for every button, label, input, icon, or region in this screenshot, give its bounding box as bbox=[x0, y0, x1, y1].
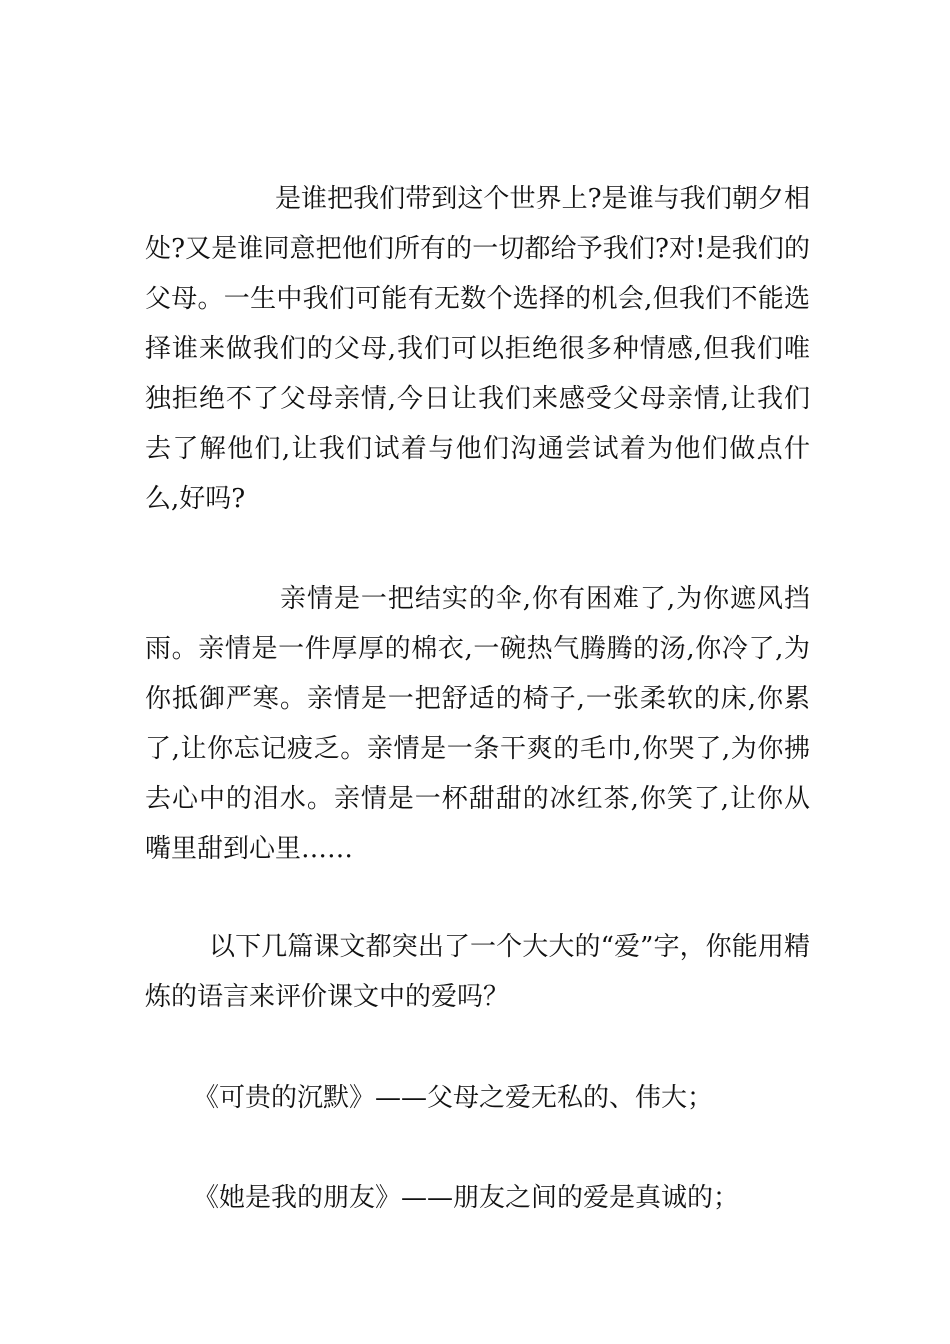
paragraph-parents-intro: 是谁把我们带到这个世界上?是谁与我们朝夕相处?又是谁同意把他们所有的一切都给予我们?对!是我们的父母。一生中我们可能有无数个选择的机会,但我们不能选择谁来做我们的父母,我们可以拒绝很多种情感,但我们唯独拒绝不了父母亲情,今日让我们来感受父母亲情,让我们去了解他们,让我们试着与他们沟通尝试着为他们做点什么,好吗? bbox=[145, 184, 810, 514]
list-item-lesson-2: 《她是我的朋友》——朋友之间的爱是真诚的； bbox=[193, 1183, 740, 1213]
list-item-lesson-1: 《可贵的沉默》——父母之爱无私的、伟大； bbox=[193, 1083, 714, 1113]
paragraph-question: 以下几篇课文都突出了一个大大的“爱”字，你能用精炼的语言来评价课文中的爱吗？ bbox=[145, 932, 810, 1012]
paragraph-family-love: 亲情是一把结实的伞,你有困难了,为你遮风挡雨。亲情是一件厚厚的棉衣,一碗热气腾腾的汤,你冷了,为你抵御严寒。亲情是一把舒适的椅子,一张柔软的床,你累了,让你忘记疲乏。亲情是一条干爽的毛巾,你哭了,为你拂去心中的泪水。亲情是一杯甜甜的冰红茶,你笑了,让你从嘴里甜到心里…… bbox=[145, 584, 810, 864]
